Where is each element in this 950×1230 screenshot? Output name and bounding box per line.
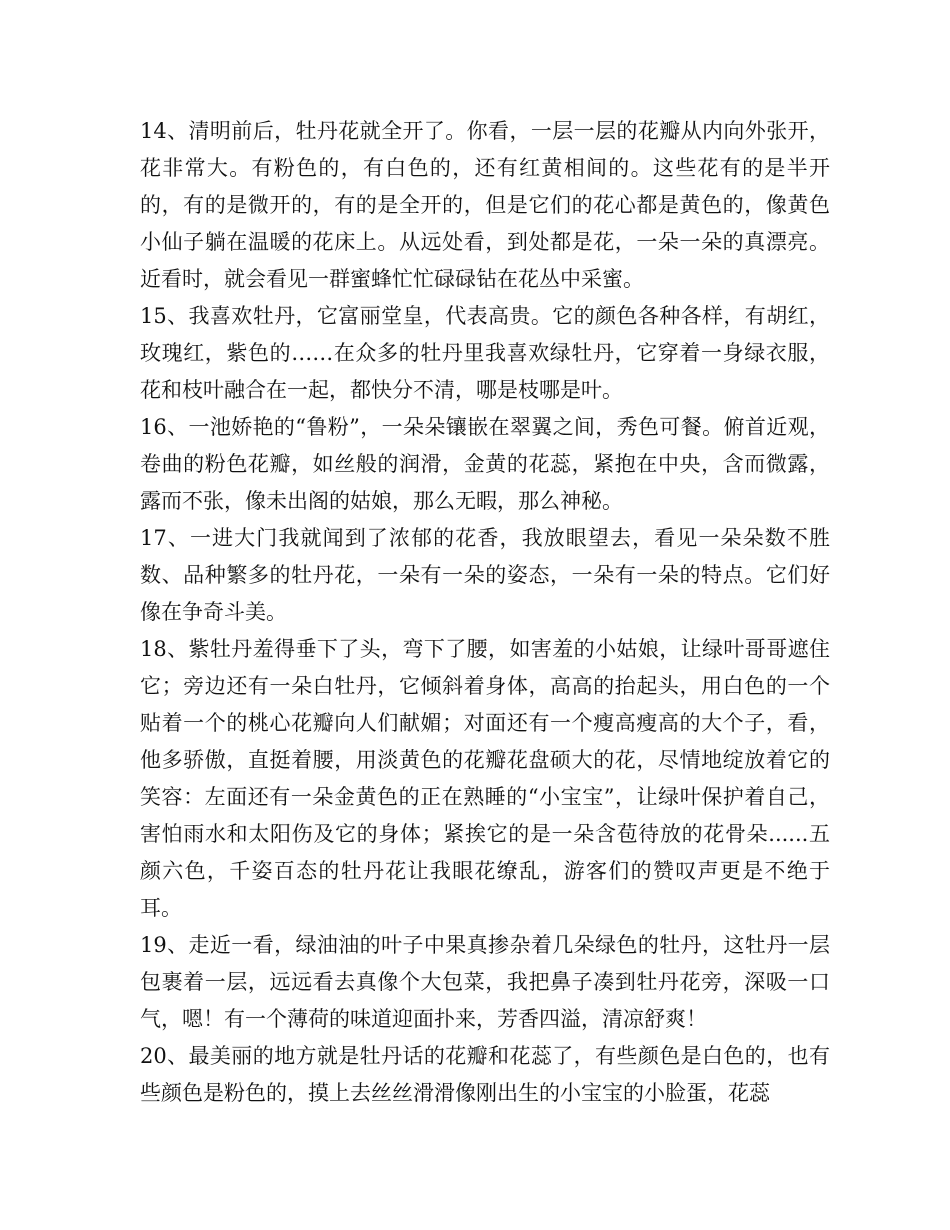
document-body (140, 113, 830, 1112)
paragraph-14: 14、清明前后，牡丹花就全开了。你看，一层一层的花瓣从内向外张开，花非常大。有粉色的，有白色的，还有红黄相间的。这些花有的是半开的，有的是微开的，有的是全开的，但是它们的花心都是黄色的，像黄色小仙子躺在温暖的花床上。从远处看，到处都是花，一朵一朵的真漂亮。近看时，就会看见一群蜜蜂忙忙碌碌钻在花丛中采蜜。 (140, 119, 830, 291)
paragraph-15: 15、我喜欢牡丹，它富丽堂皇，代表高贵。它的颜色各种各样，有胡红，玫瑰红，紫色的……在众多的牡丹里我喜欢绿牡丹，它穿着一身绿衣服，花和枝叶融合在一起，都快分不清，哪是枝哪是叶。 (140, 304, 830, 402)
paragraph-16: 16、一池娇艳的“鲁粉”，一朵朵镶嵌在翠翼之间，秀色可餐。俯首近观，卷曲的粉色花瓣，如丝般的润滑，金黄的花蕊，紧抱在中央，含而微露，露而不张，像未出阁的姑娘，那么无暇，那么神秘。 (140, 415, 830, 513)
paragraph-18: 18、紫牡丹羞得垂下了头，弯下了腰，如害羞的小姑娘，让绿叶哥哥遮住它；旁边还有一朵白牡丹，它倾斜着身体，高高的抬起头，用白色的一个贴着一个的桃心花瓣向人们献媚；对面还有一个瘦高瘦高的大个子，看，他多骄傲，直挺着腰，用淡黄色的花瓣花盘硕大的花，尽情地绽放着它的笑容：左面还有一朵金黄色的正在熟睡的“小宝宝”，让绿叶保护着自己，害怕雨水和太阳伤及它的身体；紧挨它的是一朵含苞待放的花骨朵......五颜六色，千姿百态的牡丹花让我眼花缭乱，游客们的赞叹声更是不绝于耳。 (140, 637, 830, 920)
paragraph-20: 20、最美丽的地方就是牡丹话的花瓣和花蕊了，有些颜色是白色的，也有些颜色是粉色的，摸上去丝丝滑滑像刚出生的小宝宝的小脸蛋，花蕊 (140, 1044, 830, 1105)
paragraph-19: 19、走近一看，绿油油的叶子中果真掺杂着几朵绿色的牡丹，这牡丹一层包裹着一层，远远看去真像个大包菜，我把鼻子凑到牡丹花旁，深吸一口气，嗯！有一个薄荷的味道迎面扑来，芳香四溢，清凉舒爽！ (140, 933, 830, 1031)
paragraph-17: 17、一进大门我就闻到了浓郁的花香，我放眼望去，看见一朵朵数不胜数、品种繁多的牡丹花，一朵有一朵的姿态，一朵有一朵的特点。它们好像在争奇斗美。 (140, 526, 830, 624)
